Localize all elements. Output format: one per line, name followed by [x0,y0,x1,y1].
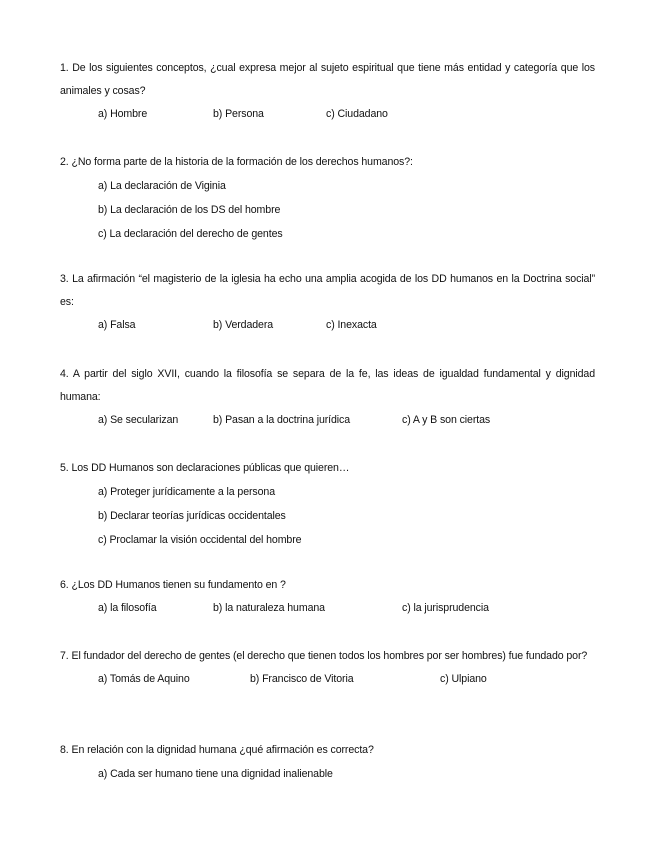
option-c: c) la jurisprudencia [402,602,489,614]
option-c: c) La declaración del derecho de gentes [98,228,283,240]
options-list [60,762,595,786]
option-a: a) Falsa [98,319,136,331]
question-2 [60,151,595,246]
option-a: a) la filosofía [98,602,157,614]
option-a: a) Cada ser humano tiene una dignidad inalienable [98,768,333,780]
option-a: a) Se secularizan [98,414,179,426]
option-b: b) Persona [213,108,264,120]
question-3 [60,268,595,338]
option-a: a) Hombre [98,108,148,120]
question-4 [60,363,595,433]
option-a: a) Tomás de Aquino [98,673,190,685]
question-stem: 1. De los siguientes conceptos, ¿cual expresa mejor al sujeto espiritual que tiene más entidad y categoría que los animales y cosas? [60,62,595,97]
question-stem: 6. ¿Los DD Humanos tienen su fundamento en ? [60,579,286,591]
option-c: c) Ciudadano [326,108,388,120]
question-stem: 2. ¿No forma parte de la historia de la formación de los derechos humanos?: [60,156,413,168]
options-list [60,174,595,246]
question-stem: 5. Los DD Humanos son declaraciones públicas que quieren… [60,462,350,474]
question-5 [60,457,595,552]
question-stem: 3. La afirmación “el magisterio de la iglesia ha echo una amplia acogida de los DD humanos en la Doctrina social” es: [60,273,595,308]
option-b: b) Francisco de Vitoria [250,673,354,685]
options-row [60,314,595,338]
options-row [60,668,595,692]
question-7 [60,645,595,692]
option-a: a) La declaración de Viginia [98,180,226,192]
question-1 [60,57,595,127]
option-c: c) Inexacta [326,319,377,331]
question-6 [60,574,595,621]
question-stem: 8. En relación con la dignidad humana ¿qué afirmación es correcta? [60,744,374,756]
question-stem: 7. El fundador del derecho de gentes (el derecho que tienen todos los hombres por ser hombres) fue fundado por? [60,650,588,662]
options-row [60,409,595,433]
option-b: b) Declarar teorías jurídicas occidentales [98,510,286,522]
option-c: c) Ulpiano [440,673,487,685]
option-c: c) Proclamar la visión occidental del hombre [98,534,302,546]
options-row [60,597,595,621]
options-list [60,480,595,552]
question-stem: 4. A partir del siglo XVII, cuando la filosofía se separa de la fe, las ideas de igualdad fundamental y dignidad humana: [60,368,595,403]
option-b: b) Verdadera [213,319,274,331]
option-c: c) A y B son ciertas [402,414,491,426]
option-b: b) Pasan a la doctrina jurídica [213,414,351,426]
option-b: b) la naturaleza humana [213,602,325,614]
option-a: a) Proteger jurídicamente a la persona [98,486,275,498]
question-8 [60,739,595,786]
option-b: b) La declaración de los DS del hombre [98,204,281,216]
options-row [60,103,595,127]
